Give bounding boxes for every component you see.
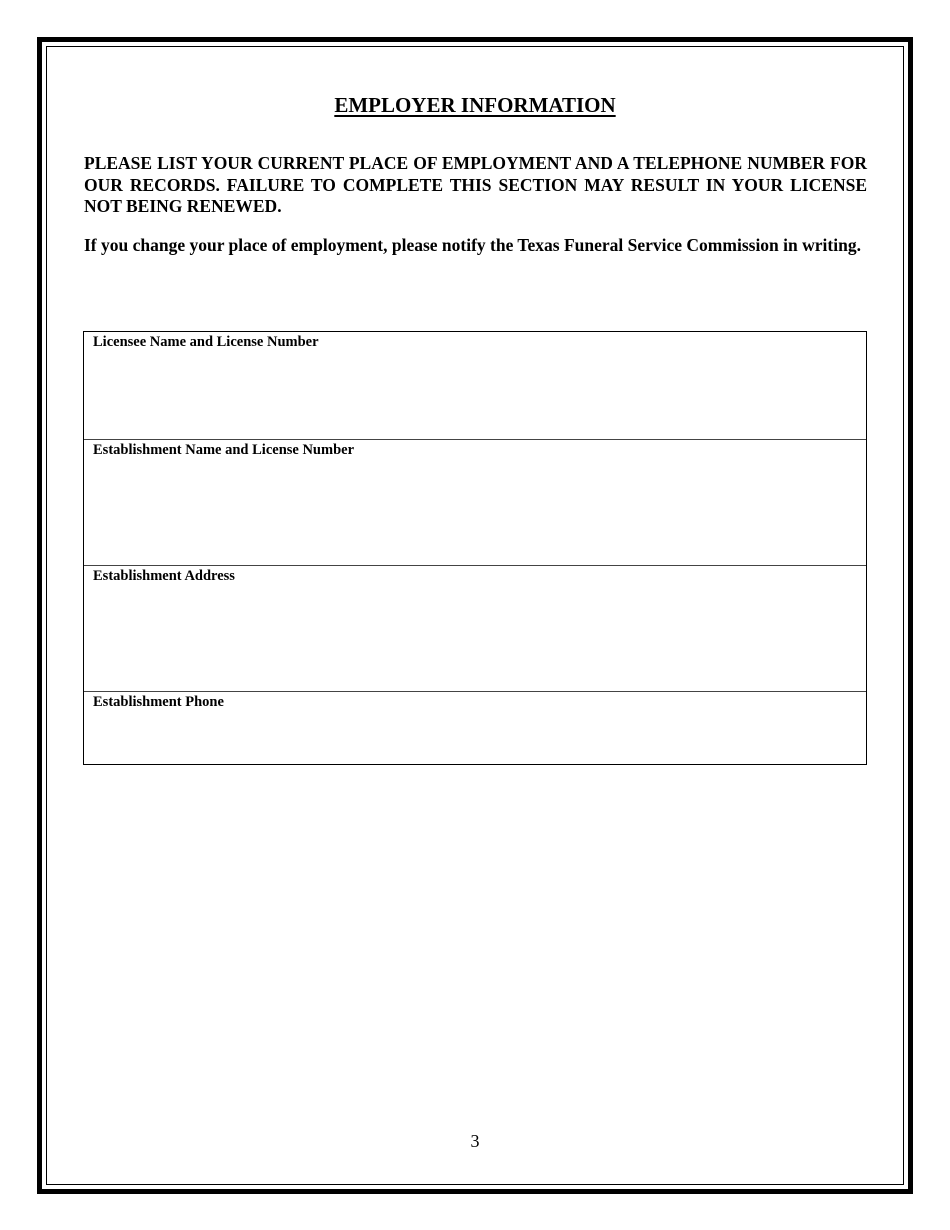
establishment-phone-field[interactable] [93,716,857,758]
page-number: 3 [470,1131,480,1151]
page-title [0,93,950,118]
employer-form-table [83,331,867,765]
establishment-address-row [84,566,866,692]
establishment-phone-row [84,692,866,764]
licensee-label: Licensee Name and License Number [93,334,319,350]
notice-paragraph: If you change your place of employment, please notify the Texas Funeral Service Commission in writing. [84,235,861,255]
establishment-address-field[interactable] [93,590,857,685]
licensee-row [84,332,866,440]
establishment-name-label: Establishment Name and License Number [93,442,355,458]
establishment-address-label: Establishment Address [93,568,235,584]
instructions-paragraph: PLEASE LIST YOUR CURRENT PLACE OF EMPLOYMENT AND A TELEPHONE NUMBER FOR OUR RECORDS. FAILURE TO COMPLETE THIS SECTION MAY RESULT IN YOUR LICENSE NOT BEING RENEWED. [84,153,867,216]
establishment-phone-label: Establishment Phone [93,694,224,710]
licensee-field[interactable] [93,356,857,433]
establishment-name-row [84,440,866,566]
page-title-text: EMPLOYER INFORMATION [334,93,616,117]
establishment-name-field[interactable] [93,464,857,559]
